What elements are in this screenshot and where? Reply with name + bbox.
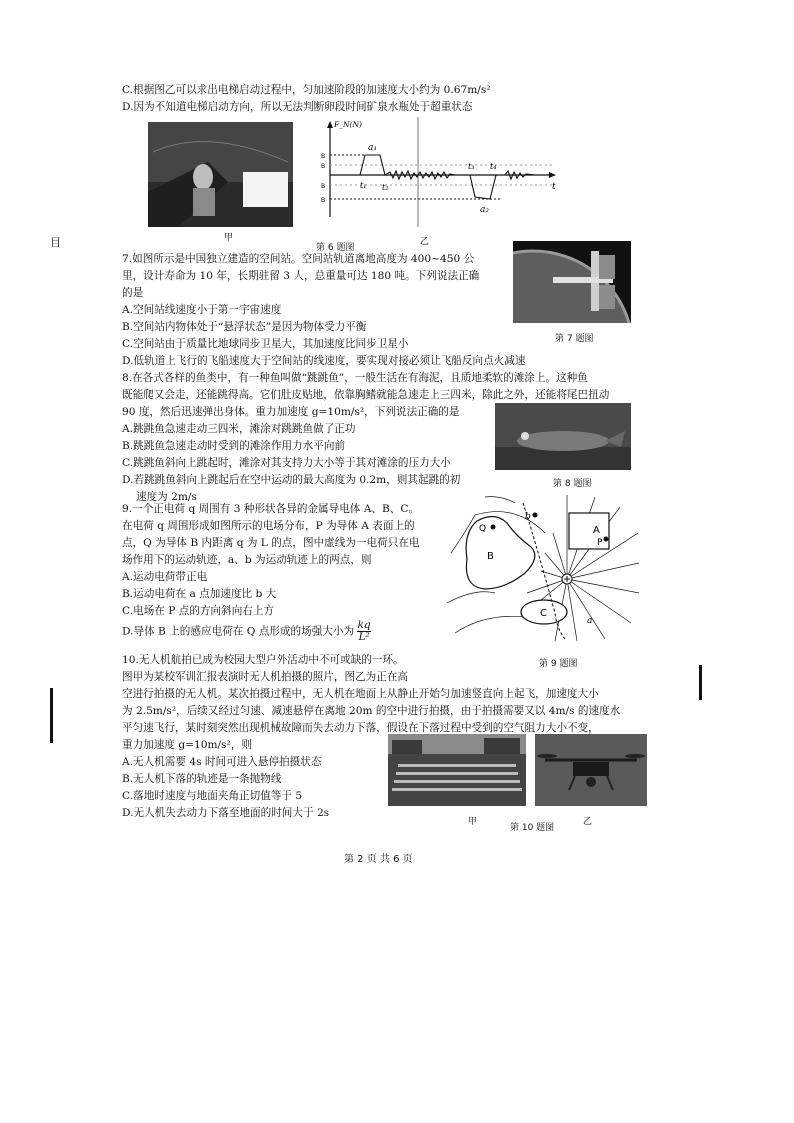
q8-option-a: A.跳跳鱼急速走动三四米，滩涂对跳跳鱼做了正功 [122, 423, 356, 435]
q9-option-d-text: D.导体 B 上的感应电荷在 Q 点形成的场强大小为 [122, 625, 355, 638]
q8-photo-mudskipper [495, 403, 631, 470]
electric-field-diagram [445, 493, 640, 643]
elevator-scene-image [148, 122, 293, 227]
q8-stem-3: 90 度，然后迅速弹出身体。重力加速度 g=10m/s²，下列说法正确的是 [122, 406, 460, 418]
q8-option-d-2: 速度为 2m/s [136, 491, 197, 503]
q8-option-b: B.跳跳鱼急速走动时受到的滩涂作用力水平向前 [122, 440, 346, 452]
graph-y-tick-3: B [321, 183, 326, 190]
q9-stem-1: 9.一个正电荷 q 周围有 3 种形状各异的金属导电体 A、B、C。 [122, 503, 420, 515]
q9-option-a: A.运动电荷带正电 [122, 571, 208, 583]
label-c-conductor: C [540, 608, 547, 619]
q7-stem-1: 7.如图所示是中国独立建造的空间站。空间站轨道离地高度为 400~450 公 [122, 253, 475, 265]
q8-caption: 第 8 题图 [553, 479, 592, 489]
q6-option-c: C.根据图乙可以求出电梯启动过程中，匀加速阶段的加速度大小约为 0.67m/s² [122, 84, 491, 96]
q6-option-d: D.因为不知道电梯启动方向，所以无法判断卵段时间矿泉水瓶处于超重状态 [122, 101, 473, 113]
q7-caption: 第 7 题图 [555, 334, 594, 344]
q10-stem-6: 重力加速度 g=10m/s²，则 [122, 739, 252, 751]
q10-photo-parade [388, 734, 526, 806]
q6-label-yi: 乙 [420, 237, 430, 247]
q10-option-a: A.无人机需要 4s 时间可进入悬停拍摄状态 [122, 756, 322, 768]
q9-option-c: C.电场在 P 点的方向斜向右上方 [122, 605, 275, 617]
q9-stem-2: 在电荷 q 周围形成如图所示的电场分布，P 为导体 A 表面上的 [122, 520, 415, 532]
q6-photo-elevator [148, 122, 293, 227]
fraction-denominator: L² [358, 631, 370, 643]
scan-bar-right [699, 665, 702, 700]
q6-force-graph [320, 117, 560, 227]
q10-label-yi: 乙 [583, 817, 593, 827]
q10-stem-5: 平匀速飞行，某时刻突然出现机械故障而失去动力下落，假设在下落过程中受到的空气阻力大小不变， [122, 722, 599, 734]
q9-option-d-fraction [357, 620, 370, 643]
graph-t4: t₄ [490, 162, 497, 171]
q8-stem-1: 8.在各式各样的鱼类中，有一种鱼叫做“跳跳鱼”，一般生活在有海泥，且质地柔软的滩涂上。这种鱼 [122, 372, 588, 384]
graph-t3: t₃ [468, 162, 475, 171]
q10-option-c: C.落地时速度与地面夹角正切值等于 5 [122, 790, 303, 802]
q10-stem-4: 为 2.5m/s²，后续又经过匀速、减速悬停在离地 20m 的空中进行拍摄，由于拍摄需要又以 4m/s 的速度水 [122, 705, 621, 717]
parade-aerial-image [388, 734, 526, 806]
graph-a2: a₂ [480, 205, 489, 215]
q9-stem-3: 点，Q 为导体 B 内距离 q 为 L 的点，图中虚线为一电荷只在电 [122, 537, 420, 549]
graph-a1: a₁ [368, 143, 377, 153]
margin-mark: 目 [50, 236, 61, 249]
q9-option-b: B.运动电荷在 a 点加速度比 b 大 [122, 588, 277, 600]
q7-option-b: B.空间站内物体处于“悬浮状态”是因为物体受力平衡 [122, 321, 367, 333]
force-time-graph [320, 117, 560, 227]
space-station-image [513, 241, 631, 323]
q10-stem-1: 10.无人机航拍已成为校园大型户外活动中不可或缺的一环。 [122, 654, 404, 666]
q9-option-d [122, 620, 371, 643]
mudskipper-image [495, 403, 631, 470]
q10-label-jia: 甲 [468, 817, 478, 827]
label-a-conductor: A [593, 525, 600, 536]
q10-option-b: B.无人机下落的轨迹是一条抛物线 [122, 773, 282, 785]
label-b-point: b [525, 512, 531, 522]
q7-option-a: A.空间站线速度小于第一宇宙速度 [122, 304, 282, 316]
graph-y-tick-4: B [321, 197, 326, 204]
graph-y-tick-1: B [321, 153, 326, 160]
drone-image [535, 734, 647, 806]
q9-stem-4: 场作用下的运动轨迹，a、b 为运动轨迹上的两点，则 [122, 554, 372, 566]
q10-stem-2: 图甲为某校军训汇报表演时无人机拍摄的照片，图乙为正在高 [122, 671, 409, 683]
graph-y-tick-2: B [321, 163, 326, 170]
q8-option-c: C.跳跳鱼斜向上跳起时，滩涂对其支持力大小等于其对滩涂的压力大小 [122, 457, 451, 469]
label-a-point: a [587, 616, 593, 626]
q10-option-d: D.无人机失去动力下落至地面的时间大于 2s [122, 807, 330, 819]
page-footer: 第 2 页 共 6 页 [344, 854, 413, 865]
q10-photo-drone [535, 734, 647, 806]
q10-stem-3: 空进行拍摄的无人机。某次拍摄过程中，无人机在地面上从静止开始匀加速竖直向上起飞，加速度大小 [122, 688, 599, 700]
graph-y-label: F_N(N) [334, 120, 362, 129]
q8-option-d-1: D.若跳跳鱼斜向上跳起后在空中运动的最大高度为 0.2m，则其起跳的初 [122, 474, 461, 486]
label-p-point: P [597, 538, 603, 548]
fraction-numerator: kq [357, 619, 371, 631]
scan-bar-left [50, 688, 53, 743]
label-b-conductor: B [487, 551, 494, 562]
q7-stem-3: 的是 [122, 287, 144, 299]
q7-photo-space-station [513, 241, 631, 323]
graph-t2: t₂ [382, 183, 389, 192]
q6-label-jia: 甲 [224, 233, 234, 243]
label-q-point: Q [479, 524, 487, 534]
q7-option-c: C.空间站由于质量比地球同步卫星大，其加速度比同步卫星小 [122, 338, 409, 350]
graph-x-label: t [552, 182, 556, 192]
q6-caption: 第 6 题图 [316, 243, 355, 253]
q9-caption: 第 9 题图 [539, 659, 578, 669]
q8-stem-2: 既能爬又会走，还能跳得高。它们肚皮贴地，依靠胸鳍就能急速走上三四米，除此之外，还能将尾巴扭动 [122, 389, 610, 401]
q10-caption: 第 10 题图 [510, 823, 555, 833]
q9-field-diagram [445, 493, 640, 643]
graph-t1: t₁ [360, 181, 367, 190]
q7-option-d: D.低轨道上飞行的飞船速度大于空间站的线速度，要实现对接必须让飞船反向点火减速 [122, 355, 526, 367]
q7-stem-2: 里，设计寿命为 10 年，长期驻留 3 人，总重量可达 180 吨。下列说法正确 [122, 270, 480, 282]
